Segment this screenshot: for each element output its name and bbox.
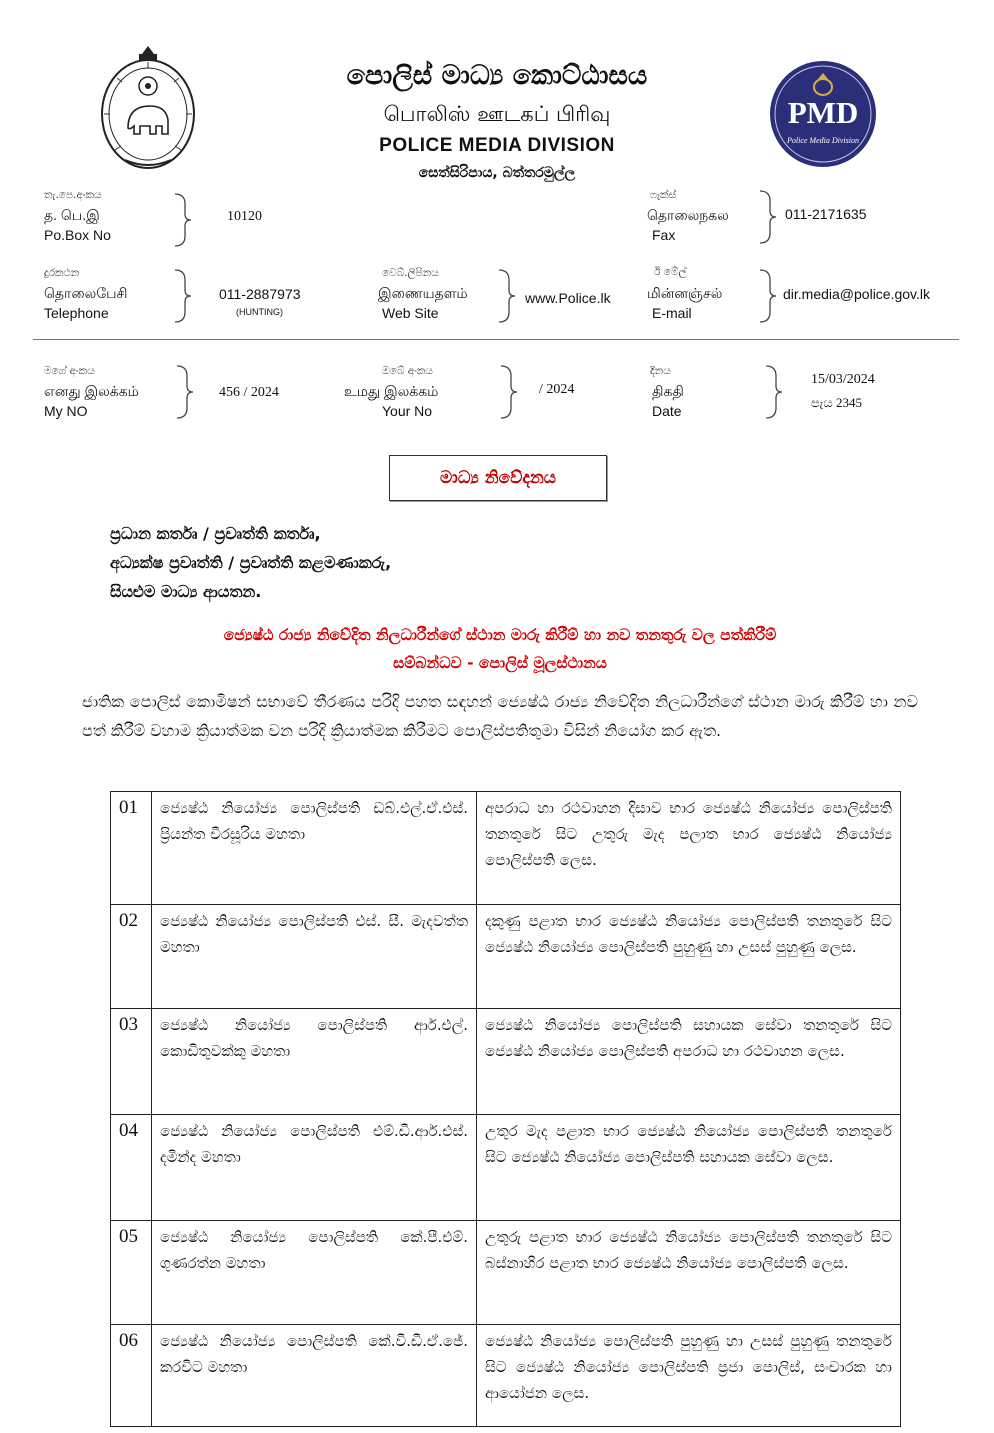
fax-label-en: Fax bbox=[652, 227, 676, 243]
date-label-en: Date bbox=[652, 403, 682, 419]
fax-label-si: ෆැක්ස් bbox=[650, 189, 677, 201]
website-label-en: Web Site bbox=[382, 305, 439, 321]
your-no-value: / 2024 bbox=[539, 382, 575, 397]
row-number: 05 bbox=[111, 1221, 152, 1325]
your-no-label-si: ඔබේ අංකය bbox=[382, 365, 433, 377]
posting-detail: ජ්‍යෙෂ්ඨ නියෝජ්‍ය පොලිස්පති පුහුණු හා උසස් පුහුණු තනතුරේ සිට ජ්‍යෙෂ්ඨ නියෝජ්‍ය පොලිස්පති ප්‍රජා පොලිස්, සංචාරක හා ආයෝජන ලෙස. bbox=[477, 1325, 901, 1427]
my-no-label-en: My NO bbox=[44, 403, 88, 419]
time-value: පැය 2345 bbox=[811, 395, 863, 410]
brace-icon bbox=[757, 189, 779, 249]
brace-icon bbox=[496, 268, 518, 328]
row-number: 03 bbox=[111, 1009, 152, 1115]
pobox-label-si: තැ.පෙ.අංකය bbox=[44, 189, 102, 201]
row-number: 02 bbox=[111, 905, 152, 1009]
posting-detail: අපරාධ හා රථවාහන දිසාව භාර ජ්‍යෙෂ්ඨ නියෝජ්‍ය පොලිස්පති තනතුරේ සිට උතුරු මැද පලාත භාර ජ්‍යෙෂ්ඨ නියෝජ්‍ය පොලිස්පති ලෙස. bbox=[477, 792, 901, 905]
pmd-logo-text: PMD bbox=[787, 95, 859, 130]
your-no-label-en: Your No bbox=[382, 403, 433, 419]
transfers-table bbox=[110, 791, 901, 1427]
brace-icon bbox=[498, 364, 520, 424]
row-number: 06 bbox=[111, 1325, 152, 1427]
brace-icon bbox=[172, 192, 194, 252]
posting-detail: උතුරු පළාත භාර ජ්‍යෙෂ්ඨ නියෝජ්‍ය පොලිස්පති තනතුරේ සිට බස්නාහිර පළාත භාර ජ්‍යෙෂ්ඨ නියෝජ්‍ය පොලිස්පති ලෙස. bbox=[477, 1221, 901, 1325]
pobox-label-ta: த. பெ.இ bbox=[44, 207, 100, 223]
website-label-si: වෙබ්.ලිපිනය bbox=[382, 267, 439, 279]
posting-detail: ජ්‍යෙෂ්ඨ නියෝජ්‍ය පොලිස්පති සහායක සේවා තනතුරේ සිට ජ්‍යෙෂ්ඨ නියෝජ්‍ය පොලිස්පති අපරාධ හා රථවාහන ලෙස. bbox=[477, 1009, 901, 1115]
website-label-ta: இணையதளம் bbox=[378, 285, 468, 301]
my-no-value: 456 / 2024 bbox=[219, 385, 279, 400]
telephone-label-ta: தொலைபேசி bbox=[44, 285, 128, 301]
pmd-logo-subtext: Police Media Division bbox=[787, 136, 859, 145]
date-value: 15/03/2024 bbox=[811, 372, 875, 387]
recipient-line: ප්‍රධාන කර්තෘ / ප්‍රවෘත්ති කර්තෘ, bbox=[110, 524, 321, 543]
recipient-line: සියළුම මාධ්‍ය ආයතන. bbox=[110, 582, 262, 601]
table-row bbox=[111, 1325, 901, 1427]
row-number: 04 bbox=[111, 1115, 152, 1221]
posting-detail: දකුණු පළාත භාර ජ්‍යෙෂ්ඨ නියෝජ්‍ය පොලිස්පති තනතුරේ සිට ජ්‍යෙෂ්ඨ නියෝජ්‍ය පොලිස්පති පුහුණු හා උසස් පුහුණු ලෙස. bbox=[477, 905, 901, 1009]
telephone-label-si: දුරකථන bbox=[44, 267, 80, 279]
officer-name: ජ්‍යෙෂ්ඨ නියෝජ්‍ය පොලිස්පති ඩබ්.එල්.ඒ.එස්. ප්‍රියන්ත වීරසූරිය මහතා bbox=[152, 792, 477, 905]
brace-icon bbox=[757, 268, 779, 328]
subject-line: ජ්‍යෙෂ්ඨ රාජ්‍ය නිවේදිත නිලධාරීන්ගේ ස්ථාන මාරු කිරීම් හා නව තනතුරු වල පත්කිරීම් bbox=[223, 626, 777, 644]
telephone-value: 011-2887973 bbox=[219, 286, 301, 302]
table-row bbox=[111, 1009, 901, 1115]
header-title-tamil: பொலிஸ் ஊடகப் பிரிவு bbox=[383, 102, 611, 126]
email-label-en: E-mail bbox=[652, 305, 692, 321]
telephone-note: (HUNTING) bbox=[236, 307, 283, 317]
brace-icon bbox=[763, 364, 785, 424]
pobox-value: 10120 bbox=[227, 209, 262, 224]
header-divider bbox=[33, 339, 959, 340]
fax-value: 011-2171635 bbox=[785, 206, 867, 222]
officer-name: ජ්‍යෙෂ්ඨ නියෝජ්‍ය පොලිස්පති එම්.ඩී.ආර්.එස්. දමින්ද මහතා bbox=[152, 1115, 477, 1221]
header-title-sinhala: පොලිස් මාධ්‍ය කොට්ඨාසය bbox=[346, 60, 648, 91]
table-row bbox=[111, 1115, 901, 1221]
table-row bbox=[111, 792, 901, 905]
table-row bbox=[111, 905, 901, 1009]
date-label-si: දිනය bbox=[650, 365, 671, 377]
my-no-label-ta: எனது இலக்கம் bbox=[44, 383, 139, 399]
posting-detail: උතුර මැද පළාත භාර ජ්‍යෙෂ්ඨ නියෝජ්‍ය පොලිස්පති තනතුරේ සිට ජ්‍යෙෂ්ඨ නියෝජ්‍ය පොලිස්පති සහායක සේවා ලෙස. bbox=[477, 1115, 901, 1221]
table-row bbox=[111, 1221, 901, 1325]
fax-label-ta: தொலைநகல bbox=[647, 207, 729, 223]
brace-icon bbox=[174, 364, 196, 424]
row-number: 01 bbox=[111, 792, 152, 905]
officer-name: ජ්‍යෙෂ්ඨ නියෝජ්‍ය පොලිස්පති එස්. සී. මැදවත්ත මහතා bbox=[152, 905, 477, 1009]
intro-paragraph: ජාතික පොලිස් කොමිෂන් සභාවේ තීරණය පරිදි පහත සඳහන් ජ්‍යෙෂ්ඨ රාජ්‍ය නිවේදිත නිලධාරීන්ගේ ස්ථාන මාරු කිරීම් හා නව පත් කිරීම් වහාම ක්‍රියාත්මක වන පරිදි ක්‍රියාත්මක කිරීමට පොලිස්පතිතුමා විසින් නියෝග කර ඇත. bbox=[82, 692, 918, 740]
website-value[interactable]: www.Police.lk bbox=[525, 290, 611, 306]
officer-name: ජ්‍යෙෂ්ඨ නියෝජ්‍ය පොලිස්පති කේ.පී.එම්. ගුණරත්න මහතා bbox=[152, 1221, 477, 1325]
my-no-label-si: මගේ අංකය bbox=[44, 365, 95, 377]
subject-line: සම්බන්ධව - පොලිස් මූලස්ථානය bbox=[393, 654, 607, 672]
header-location: සෙත්සිරිපාය, බත්තරමුල්ල bbox=[418, 165, 576, 181]
date-label-ta: திகதி bbox=[652, 383, 684, 399]
your-no-label-ta: உமது இலக்கம் bbox=[344, 383, 439, 399]
email-label-ta: மின்னஞ்சல் bbox=[647, 285, 723, 301]
recipient-line: අධ්‍යක්ෂ ප්‍රවෘත්ති / ප්‍රවෘත්ති කළමණාකරු, bbox=[110, 553, 392, 572]
telephone-label-en: Telephone bbox=[44, 305, 109, 321]
header-title-english: POLICE MEDIA DIVISION bbox=[379, 135, 615, 156]
officer-name: ජ්‍යෙෂ්ඨ නියෝජ්‍ය පොලිස්පති කේ.වී.ඩී.ඒ.ජේ. කරවිට මහතා bbox=[152, 1325, 477, 1427]
pobox-label-en: Po.Box No bbox=[44, 227, 111, 243]
email-label-si: ඊ මේල් bbox=[654, 266, 687, 278]
officer-name: ජ්‍යෙෂ්ඨ නියෝජ්‍ය පොලිස්පති ආර්.එල්. කොඩිතුවක්කු මහතා bbox=[152, 1009, 477, 1115]
brace-icon bbox=[172, 268, 194, 328]
email-value[interactable]: dir.media@police.gov.lk bbox=[783, 286, 931, 302]
document-title: මාධ්‍ය නිවේදනය bbox=[389, 455, 607, 501]
